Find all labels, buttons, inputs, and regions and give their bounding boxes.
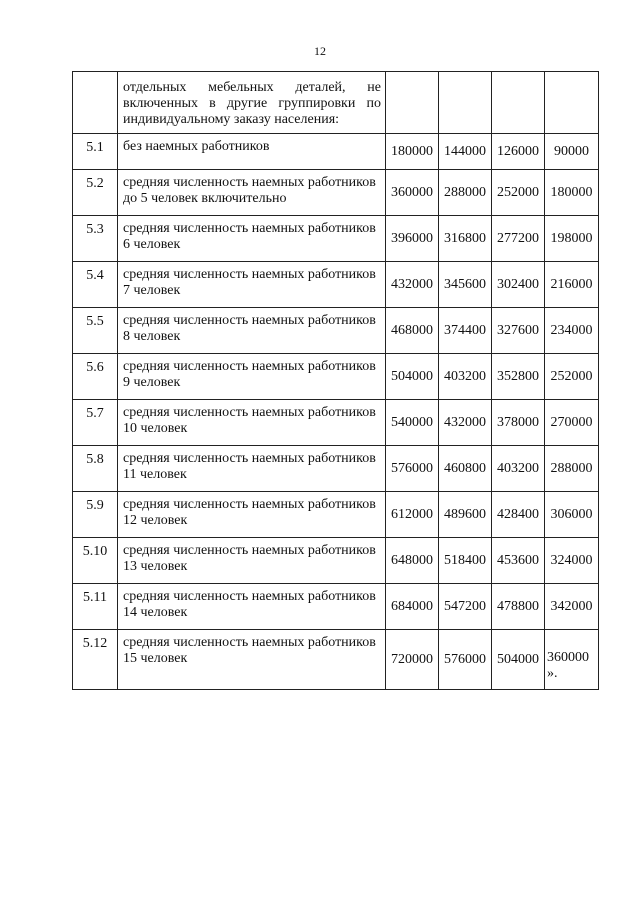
value-col-3: 352800: [492, 354, 545, 400]
table-row: [73, 584, 599, 630]
value-col-1: 504000: [386, 354, 439, 400]
value-col-2: 489600: [439, 492, 492, 538]
value-cell: [439, 72, 492, 134]
value-col-2: 518400: [439, 538, 492, 584]
row-description: средняя численность наемных работников 12 человек: [118, 492, 386, 538]
table-row: [73, 630, 599, 690]
row-description: средняя численность наемных работников 7 человек: [118, 262, 386, 308]
row-number: 5.2: [73, 170, 118, 216]
value-col-2: 374400: [439, 308, 492, 354]
table-row: [73, 134, 599, 170]
value-col-3: 403200: [492, 446, 545, 492]
value-col-4: 360000 ».: [545, 630, 599, 690]
value-col-1: 612000: [386, 492, 439, 538]
value-col-4: 342000: [545, 584, 599, 630]
value-col-1: 432000: [386, 262, 439, 308]
tariff-table: [72, 71, 599, 690]
row-number: 5.1: [73, 134, 118, 170]
value-col-3: 478800: [492, 584, 545, 630]
row-number: 5.8: [73, 446, 118, 492]
row-description: средняя численность наемных работников 14 человек: [118, 584, 386, 630]
value-col-1: 720000: [386, 630, 439, 690]
value-col-3: 327600: [492, 308, 545, 354]
value-col-1: 396000: [386, 216, 439, 262]
value-cell: [386, 72, 439, 134]
row-description: средняя численность наемных работников 10 человек: [118, 400, 386, 446]
row-number: 5.6: [73, 354, 118, 400]
row-description: средняя численность наемных работников 9 человек: [118, 354, 386, 400]
value-col-4: 90000: [545, 134, 599, 170]
value-col-1: 540000: [386, 400, 439, 446]
page-number: 12: [314, 44, 326, 58]
table-row: [73, 170, 599, 216]
value-col-3: 428400: [492, 492, 545, 538]
row-description: средняя численность наемных работников до 5 человек включительно: [118, 170, 386, 216]
value-col-2: 144000: [439, 134, 492, 170]
value-col-2: 288000: [439, 170, 492, 216]
value-col-2: 576000: [439, 630, 492, 690]
value-col-4: 216000: [545, 262, 599, 308]
row-number: 5.3: [73, 216, 118, 262]
value-col-1: 360000: [386, 170, 439, 216]
row-number: 5.10: [73, 538, 118, 584]
value-col-2: 403200: [439, 354, 492, 400]
row-number: 5.4: [73, 262, 118, 308]
value-col-1: 180000: [386, 134, 439, 170]
row-description: отдельных мебельных деталей, не включенных в другие группировки по индивидуальному заказу населения:: [118, 72, 386, 134]
value-col-1: 684000: [386, 584, 439, 630]
row-description: средняя численность наемных работников 11 человек: [118, 446, 386, 492]
value-col-3: 378000: [492, 400, 545, 446]
table-row-intro: [73, 72, 599, 134]
table-row: [73, 216, 599, 262]
row-description: без наемных работников: [118, 134, 386, 170]
value-col-4: 324000: [545, 538, 599, 584]
row-number: 5.12: [73, 630, 118, 690]
value-col-2: 547200: [439, 584, 492, 630]
table-row: [73, 400, 599, 446]
value-cell: [545, 72, 599, 134]
value-col-1: 468000: [386, 308, 439, 354]
row-description: средняя численность наемных работников 13 человек: [118, 538, 386, 584]
row-number: 5.9: [73, 492, 118, 538]
value-col-4: 270000: [545, 400, 599, 446]
row-number: 5.11: [73, 584, 118, 630]
value-col-3: 126000: [492, 134, 545, 170]
table-row: [73, 262, 599, 308]
row-number-cell: [73, 72, 118, 134]
value-col-1: 648000: [386, 538, 439, 584]
row-description: средняя численность наемных работников 6 человек: [118, 216, 386, 262]
value-col-4: 252000: [545, 354, 599, 400]
value-col-2: 345600: [439, 262, 492, 308]
value-col-4: 288000: [545, 446, 599, 492]
value-col-4: 234000: [545, 308, 599, 354]
table-row: [73, 538, 599, 584]
value-col-3: 453600: [492, 538, 545, 584]
value-col-3: 277200: [492, 216, 545, 262]
table-row: [73, 446, 599, 492]
row-number: 5.5: [73, 308, 118, 354]
value-col-4: 306000: [545, 492, 599, 538]
value-col-2: 460800: [439, 446, 492, 492]
table-row: [73, 354, 599, 400]
table-row: [73, 308, 599, 354]
value-col-3: 302400: [492, 262, 545, 308]
value-col-4: 180000: [545, 170, 599, 216]
value-col-1: 576000: [386, 446, 439, 492]
value-col-3: 504000: [492, 630, 545, 690]
row-description: средняя численность наемных работников 8 человек: [118, 308, 386, 354]
value-cell: [492, 72, 545, 134]
table-row: [73, 492, 599, 538]
row-number: 5.7: [73, 400, 118, 446]
value-col-2: 316800: [439, 216, 492, 262]
value-col-2: 432000: [439, 400, 492, 446]
value-col-4: 198000: [545, 216, 599, 262]
row-description: средняя численность наемных работников 15 человек: [118, 630, 386, 690]
value-col-3: 252000: [492, 170, 545, 216]
